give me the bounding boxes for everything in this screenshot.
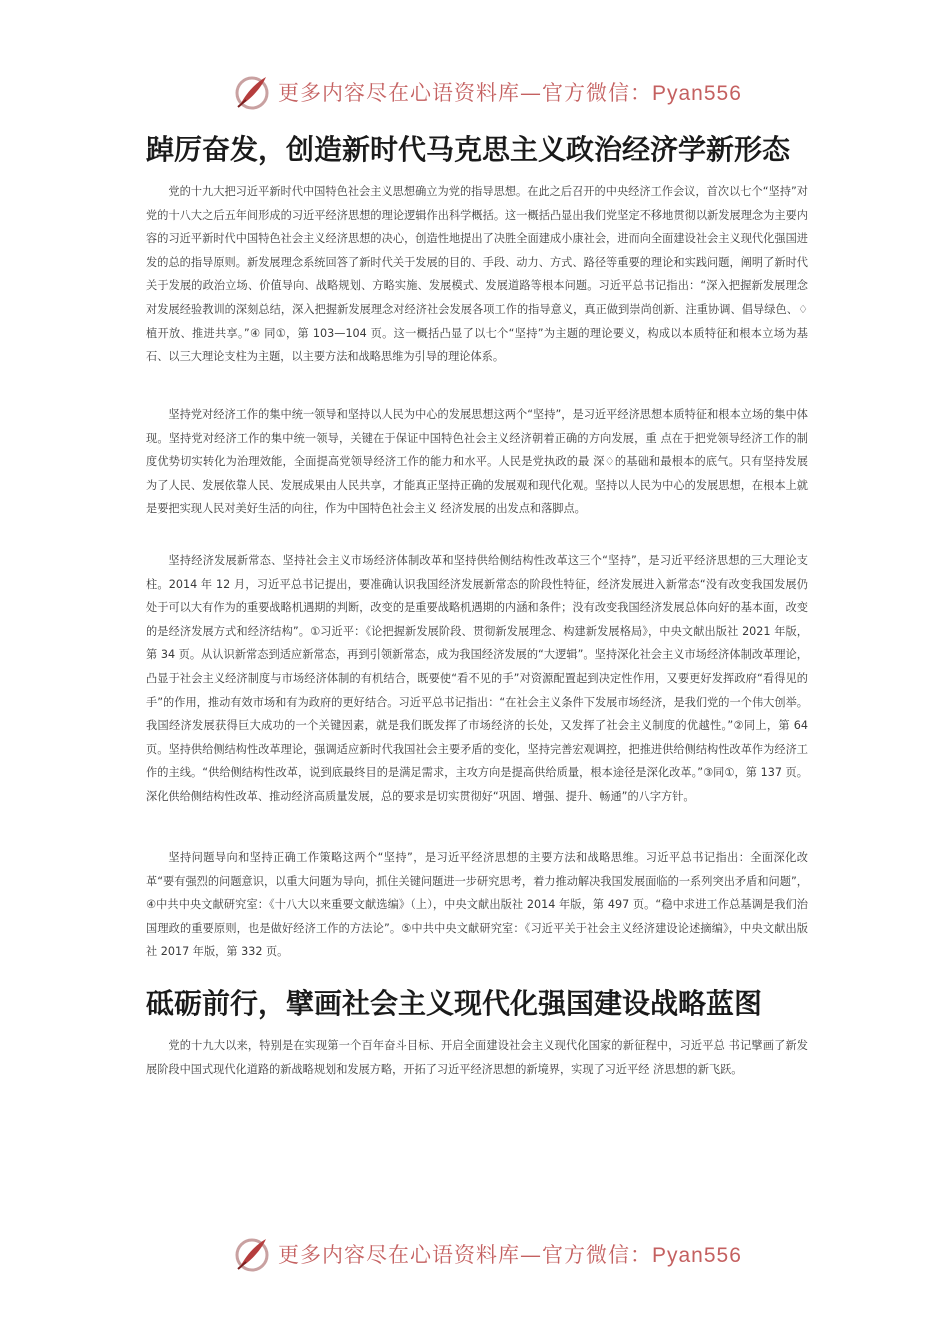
- body-paragraph: 党的十九大以来，特别是在实现第一个百年奋斗目标、开启全面建设社会主义现代化国家的新征程中，习近平总 书记擘画了新发展阶段中国式现代化道路的新战略规划和发展方略，开拓了习近平经济思想的新境界，实现了习近平经 济思想的新飞跃。: [146, 1039, 808, 1076]
- body-paragraph: 党的十九大把习近平新时代中国特色社会主义思想确立为党的指导思想。在此之后召开的中央经济工作会议，首次以七个“坚持”对党的十八大之后五年间形成的习近平经济思想的理论逻辑作出科学概括。这一概括凸显出我们党坚定不移地贯彻以新发展理念为主要内容的习近平新时代中国特色社会主义经济思想的决心，创造性地提出了决胜全面建成小康社会，进而向全面建设社会主义现代化强国进发的总的指导原则。新发展理念系统回答了新时代关于发展的目的、手段、动力、方式、路径等重要的理论和实践问题，阐明了新时代关于发展的政治立场、价值导向、战略规划、方略实施、发展模式、发展道路等根本问题。习近平总书记指出：“深入把握新发展理念对发展经验教训的深刻总结，深入把握新发展理念对经济社会发展各项工作的指导意义，真正做到崇尚创新、注重协调、倡导绿色、♢植开放、推进共享。”④ 同①，第 103—104 页。这一概括凸显了以七个“坚持”为主题的理论要义，构成以本质特征和根本立场为基石、以三大理论支柱为主题，以主要方法和战略思维为引导的理论体系。: [146, 185, 808, 364]
- quill-pen-logo-icon: [232, 72, 272, 112]
- watermark-text: 更多内容尽在心语资料库—官方微信：Pyan556: [278, 81, 742, 105]
- body-paragraph: 坚持党对经济工作的集中统一领导和坚持以人民为中心的发展思想这两个“坚持”，是习近平经济思想本质特征和根本立场的集中体现。坚持党对经济工作的集中统一领导，关键在于保证中国特色社会主义经济朝着正确的方向发展，重 点在于把党领导经济工作的制度优势切实转化为治理效能，全面提高党领导经济工作的能力和水平。人民是党执政的最 深♢的基础和最根本的底气。只有坚持发展为了人民、发展依靠人民、发展成果由人民共享，才能真正坚持正确的发展观和现代化观。坚持以人民为中心的发展思想，在根本上就是要把实现人民对美好生活的向往，作为中国特色社会主义 经济发展的出发点和落脚点。: [146, 408, 808, 516]
- watermark-banner-top: [232, 72, 752, 112]
- body-paragraph: 坚持经济发展新常态、坚持社会主义市场经济体制改革和坚持供给侧结构性改革这三个“坚持”，是习近平经济思想的三大理论支柱。2014 年 12 月，习近平总书记提出，要准确认识我国经济发展新常态的阶段性特征，经济发展进入新常态“没有改变我国发展仍处于可以大有作为的重要战略机遇期的判断，改变的是重要战略机遇期的内涵和条件；没有改变我国经济发展总体向好的基本面，改变的是经济发展方式和经济结构”。①习近平：《论把握新发展阶段、贯彻新发展理念、构建新发展格局》，中央文献出版社 2021 年版，第 34 页。从认识新常态到适应新常态，再到引领新常态，成为我国经济发展的“大逻辑”。坚持深化社会主义市场经济体制改革理论，凸显于社会主义经济制度与市场经济体制的有机结合，既要使“看不见的手”对资源配置起到决定性作用，又要更好发挥政府“看得见的手”的作用，推动有效市场和有为政府的更好结合。习近平总书记指出：“在社会主义条件下发展市场经济，是我们党的一个伟大创举。我国经济发展获得巨大成功的一个关键因素，就是我们既发挥了市场经济的长处，又发挥了社会主义制度的优越性。”②同上，第 64 页。坚持供给侧结构性改革理论，强调适应新时代我国社会主要矛盾的变化，坚持完善宏观调控，把推进供给侧结构性改革作为经济工作的主线。“供给侧结构性改革，说到底最终目的是满足需求，主攻方向是提高供给质量，根本途径是深化改革。”③同①，第 137 页。深化供给侧结构性改革、推动经济高质量发展，总的要求是切实贯彻好“巩固、增强、提升、畅通”的八字方针。: [146, 554, 808, 803]
- watermark-handle: Pyan556: [652, 82, 742, 105]
- quill-pen-logo-icon: [232, 1234, 272, 1274]
- section-heading-2: 砥砺前行，擘画社会主义现代化强国建设战略蓝图: [146, 987, 763, 1020]
- watermark-banner-bottom: [232, 1234, 752, 1274]
- watermark-handle: Pyan556: [652, 1244, 742, 1267]
- section-heading-1: 踔厉奋发，创造新时代马克思主义政治经济学新形态: [146, 133, 791, 166]
- body-paragraph: 坚持问题导向和坚持正确工作策略这两个“坚持”，是习近平经济思想的主要方法和战略思维。习近平总书记指出：全面深化改革“要有强烈的问题意识，以重大问题为导向，抓住关键问题进一步研究思考，着力推动解决我国发展面临的一系列突出矛盾和问题”，④中共中央文献研究室：《十八大以来重要文献选编》（上），中央文献出版社 2014 年版，第 497 页。“稳中求进工作总基调是我们治国理政的重要原则，也是做好经济工作的方法论”。⑤中共中央文献研究室：《习近平关于社会主义经济建设论述摘编》，中央文献出版社 2017 年版，第 332 页。: [146, 851, 808, 959]
- watermark-text: 更多内容尽在心语资料库—官方微信：Pyan556: [278, 1243, 742, 1267]
